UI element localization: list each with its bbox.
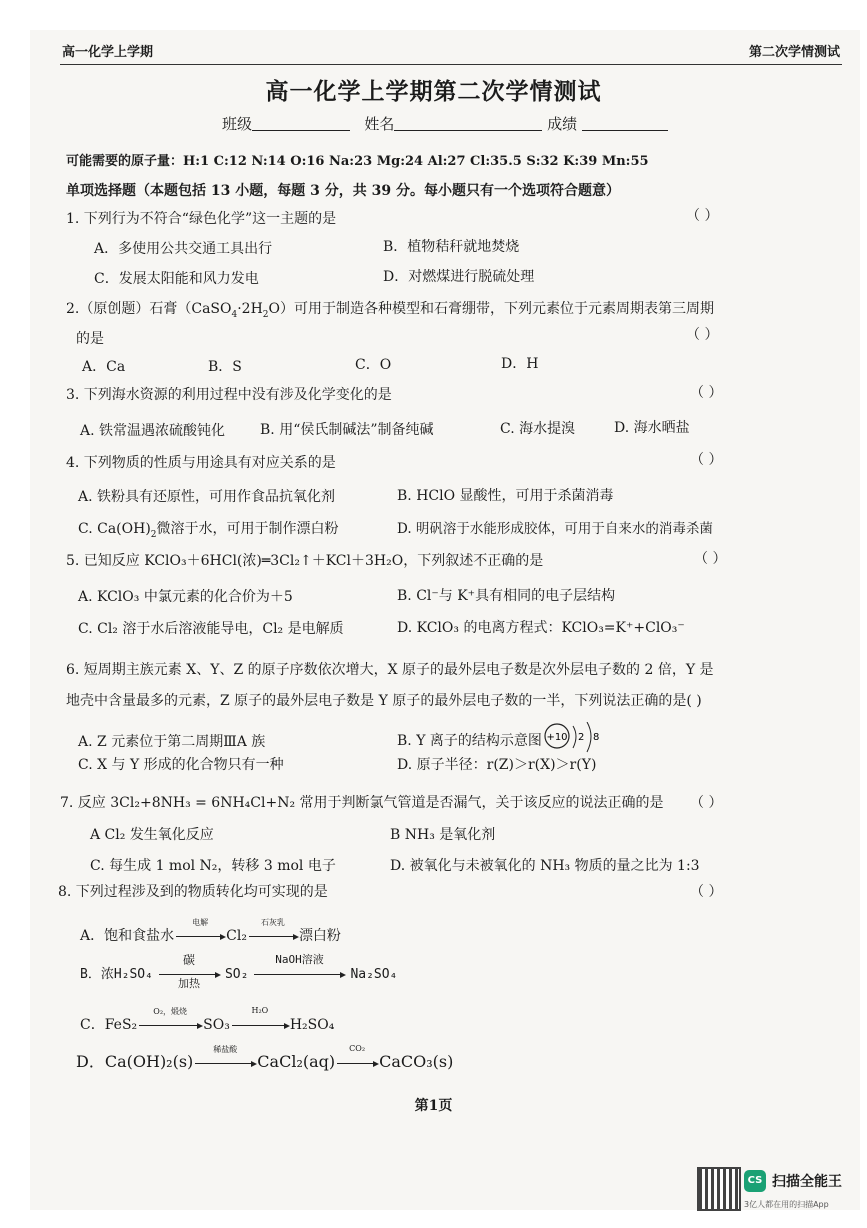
q5-option-a: A. KClO₃ 中氯元素的化合价为＋5: [78, 589, 293, 605]
reaction-arrow: CO₂: [337, 1052, 377, 1071]
q7-option-c: C. 每生成 1 mol N₂，转移 3 mol 电子: [90, 858, 336, 874]
header-left: 高一化学上学期: [62, 45, 154, 60]
camscanner-logo-icon: CS: [744, 1170, 766, 1192]
name-label: 姓名: [364, 115, 395, 133]
q5-option-c: C. Cl₂ 溶于水后溶液能导电，Cl₂ 是电解质: [78, 621, 344, 637]
q7-option-d: D. 被氧化与未被氧化的 NH₃ 物质的量之比为 1:3: [390, 858, 700, 874]
q8-stem: 8. 下列过程涉及到的物质转化均可实现的是: [58, 884, 328, 900]
q1-option-a: A．多使用公共交通工具出行: [94, 241, 273, 257]
section-heading: 单项选择题（本题包括 13 小题，每题 3 分，共 39 分。每小题只有一个选项符合题意）: [66, 183, 620, 199]
q7-answer-paren: （ ）: [690, 795, 723, 811]
q6-option-a: A. Z 元素位于第二周期ⅢA 族: [78, 734, 266, 750]
q3-option-d: D. 海水晒盐: [614, 420, 690, 436]
page-number: 第1页: [414, 1098, 453, 1114]
q8-answer-paren: （ ）: [690, 884, 723, 900]
scanner-slogan: 3亿人都在用的扫描App: [744, 1200, 829, 1209]
q1-answer-paren: （ ）: [686, 208, 719, 224]
q2-stem-line2: 的是: [76, 331, 104, 347]
class-blank: [252, 130, 350, 131]
qr-code-icon: [697, 1167, 741, 1211]
q5-option-d: D. KClO₃ 的电离方程式：KClO₃=K⁺+ClO₃⁻: [397, 620, 685, 636]
reaction-arrow: NaOH溶液: [254, 963, 344, 982]
q1-option-d: D．对燃煤进行脱硫处理: [383, 269, 535, 285]
header-right: 第二次学情测试: [748, 45, 840, 60]
running-header: [60, 40, 842, 65]
q5-option-b: B. Cl⁻与 K⁺具有相同的电子层结构: [397, 588, 616, 604]
shell-arc-2: [587, 722, 591, 752]
q3-option-c: C. 海水提溴: [500, 421, 576, 437]
q5-stem: 5. 已知反应 KClO₃＋6HCl(浓)═3Cl₂↑＋KCl＋3H₂O，下列叙述不正确的是: [66, 553, 544, 569]
q4-answer-paren: （ ）: [690, 452, 723, 468]
class-label: 班级: [222, 115, 253, 133]
q7-stem: 7. 反应 3Cl₂+8NH₃ = 6NH₄Cl+N₂ 常用于判断氯气管道是否漏气，关于该反应的说法正确的是: [60, 795, 664, 811]
q6-stem-line1: 6. 短周期主族元素 X、Y、Z 的原子序数依次增大，X 原子的最外层电子数是次外层电子数的 2 倍，Y 是: [66, 662, 714, 678]
q4-option-b: B. HClO 显酸性，可用于杀菌消毒: [397, 488, 614, 504]
atomic-masses: 可能需要的原子量：H:1 C:12 N:14 O:16 Na:23 Mg:24 Al:27 Cl:35.5 S:32 K:39 Mn:55: [66, 154, 649, 169]
q6-option-d: D. 原子半径：r(Z)＞r(X)＞r(Y): [397, 757, 597, 773]
score-label: 成绩: [547, 115, 578, 133]
q2-option-d: D．H: [501, 356, 539, 372]
reaction-arrow: H₂O: [232, 1014, 288, 1033]
q6-stem-line2: 地壳中含量最多的元素，Z 原子的最外层电子数是 Y 原子的最外层电子数的一半，下列说法正确的是( ): [66, 693, 702, 709]
score-blank: [582, 130, 668, 131]
shell-2-electrons: 8: [593, 732, 600, 743]
q2-option-b: B．S: [208, 359, 242, 375]
q2-option-c: C．O: [355, 357, 392, 373]
q2-option-a: A．Ca: [82, 359, 126, 375]
q6-option-b: B. Y 离子的结构示意图: [397, 733, 542, 749]
q3-answer-paren: （ ）: [690, 385, 723, 401]
scanner-app-name: 扫描全能王: [772, 1174, 842, 1190]
q7-option-b: B NH₃ 是氧化剂: [390, 827, 496, 843]
q1-stem: 1. 下列行为不符合“绿色化学”这一主题的是: [66, 211, 337, 227]
q2-stem: 2.（原创题）石膏$(CaSO_4\cdot 2H_2O)$可用于制造各种模型和石膏绷带，下列元素位于元素周期表第三周期: [66, 301, 715, 320]
page-title: 高一化学上学期第二次学情测试: [265, 78, 602, 105]
q3-option-a: A. 铁常温遇浓硫酸钝化: [80, 423, 226, 439]
reaction-arrow: 石灰乳: [249, 925, 297, 944]
nucleus-charge: +10: [546, 732, 568, 743]
q2-answer-paren: （ ）: [686, 327, 719, 343]
shell-arc-1: [573, 726, 576, 748]
q8-option-a: A．饱和食盐水 电解 Cl₂ 石灰乳 漂白粉: [80, 918, 341, 944]
q4-option-d: D. 明矾溶于水能形成胶体，可用于自来水的消毒杀菌: [397, 521, 713, 537]
q4-option-a: A. 铁粉具有还原性，可用作食品抗氧化剂: [78, 489, 336, 505]
q1-option-b: B．植物秸秆就地焚烧: [383, 239, 520, 255]
student-info: [222, 113, 668, 134]
reaction-arrow: 电解: [176, 925, 224, 944]
q3-stem: 3. 下列海水资源的利用过程中没有涉及化学变化的是: [66, 387, 392, 403]
shell-1-electrons: 2: [578, 732, 585, 743]
q4-stem: 4. 下列物质的性质与用途具有对应关系的是: [66, 455, 336, 471]
q8-option-d: D．Ca(OH)₂(s) 稀盐酸 CaCl₂(aq) CO₂ CaCO₃(s): [76, 1044, 454, 1071]
q4-option-c: C. $Ca(OH)_2$微溶于水，可用于制作漂白粉: [78, 521, 339, 540]
q3-option-b: B. 用“侯氏制碱法”制备纯碱: [260, 422, 434, 438]
q7-option-a: A Cl₂ 发生氧化反应: [90, 827, 214, 843]
q6-option-c: C. X 与 Y 形成的化合物只有一种: [78, 757, 284, 773]
q8-option-c: C．FeS₂ O₂，煅烧 SO₃ H₂O H₂SO₄: [80, 1006, 335, 1033]
q8-option-b: B．浓H₂SO₄ 碳 加热 SO₂ NaOH溶液 Na₂SO₄: [80, 953, 398, 990]
q1-option-c: C．发展太阳能和风力发电: [94, 271, 259, 287]
q5-answer-paren: （ ）: [694, 551, 727, 567]
reaction-arrow: O₂，煅烧: [139, 1014, 201, 1033]
name-blank: [394, 130, 542, 131]
reaction-arrow: 碳 加热: [159, 963, 219, 982]
reaction-arrow: 稀盐酸: [195, 1052, 255, 1071]
